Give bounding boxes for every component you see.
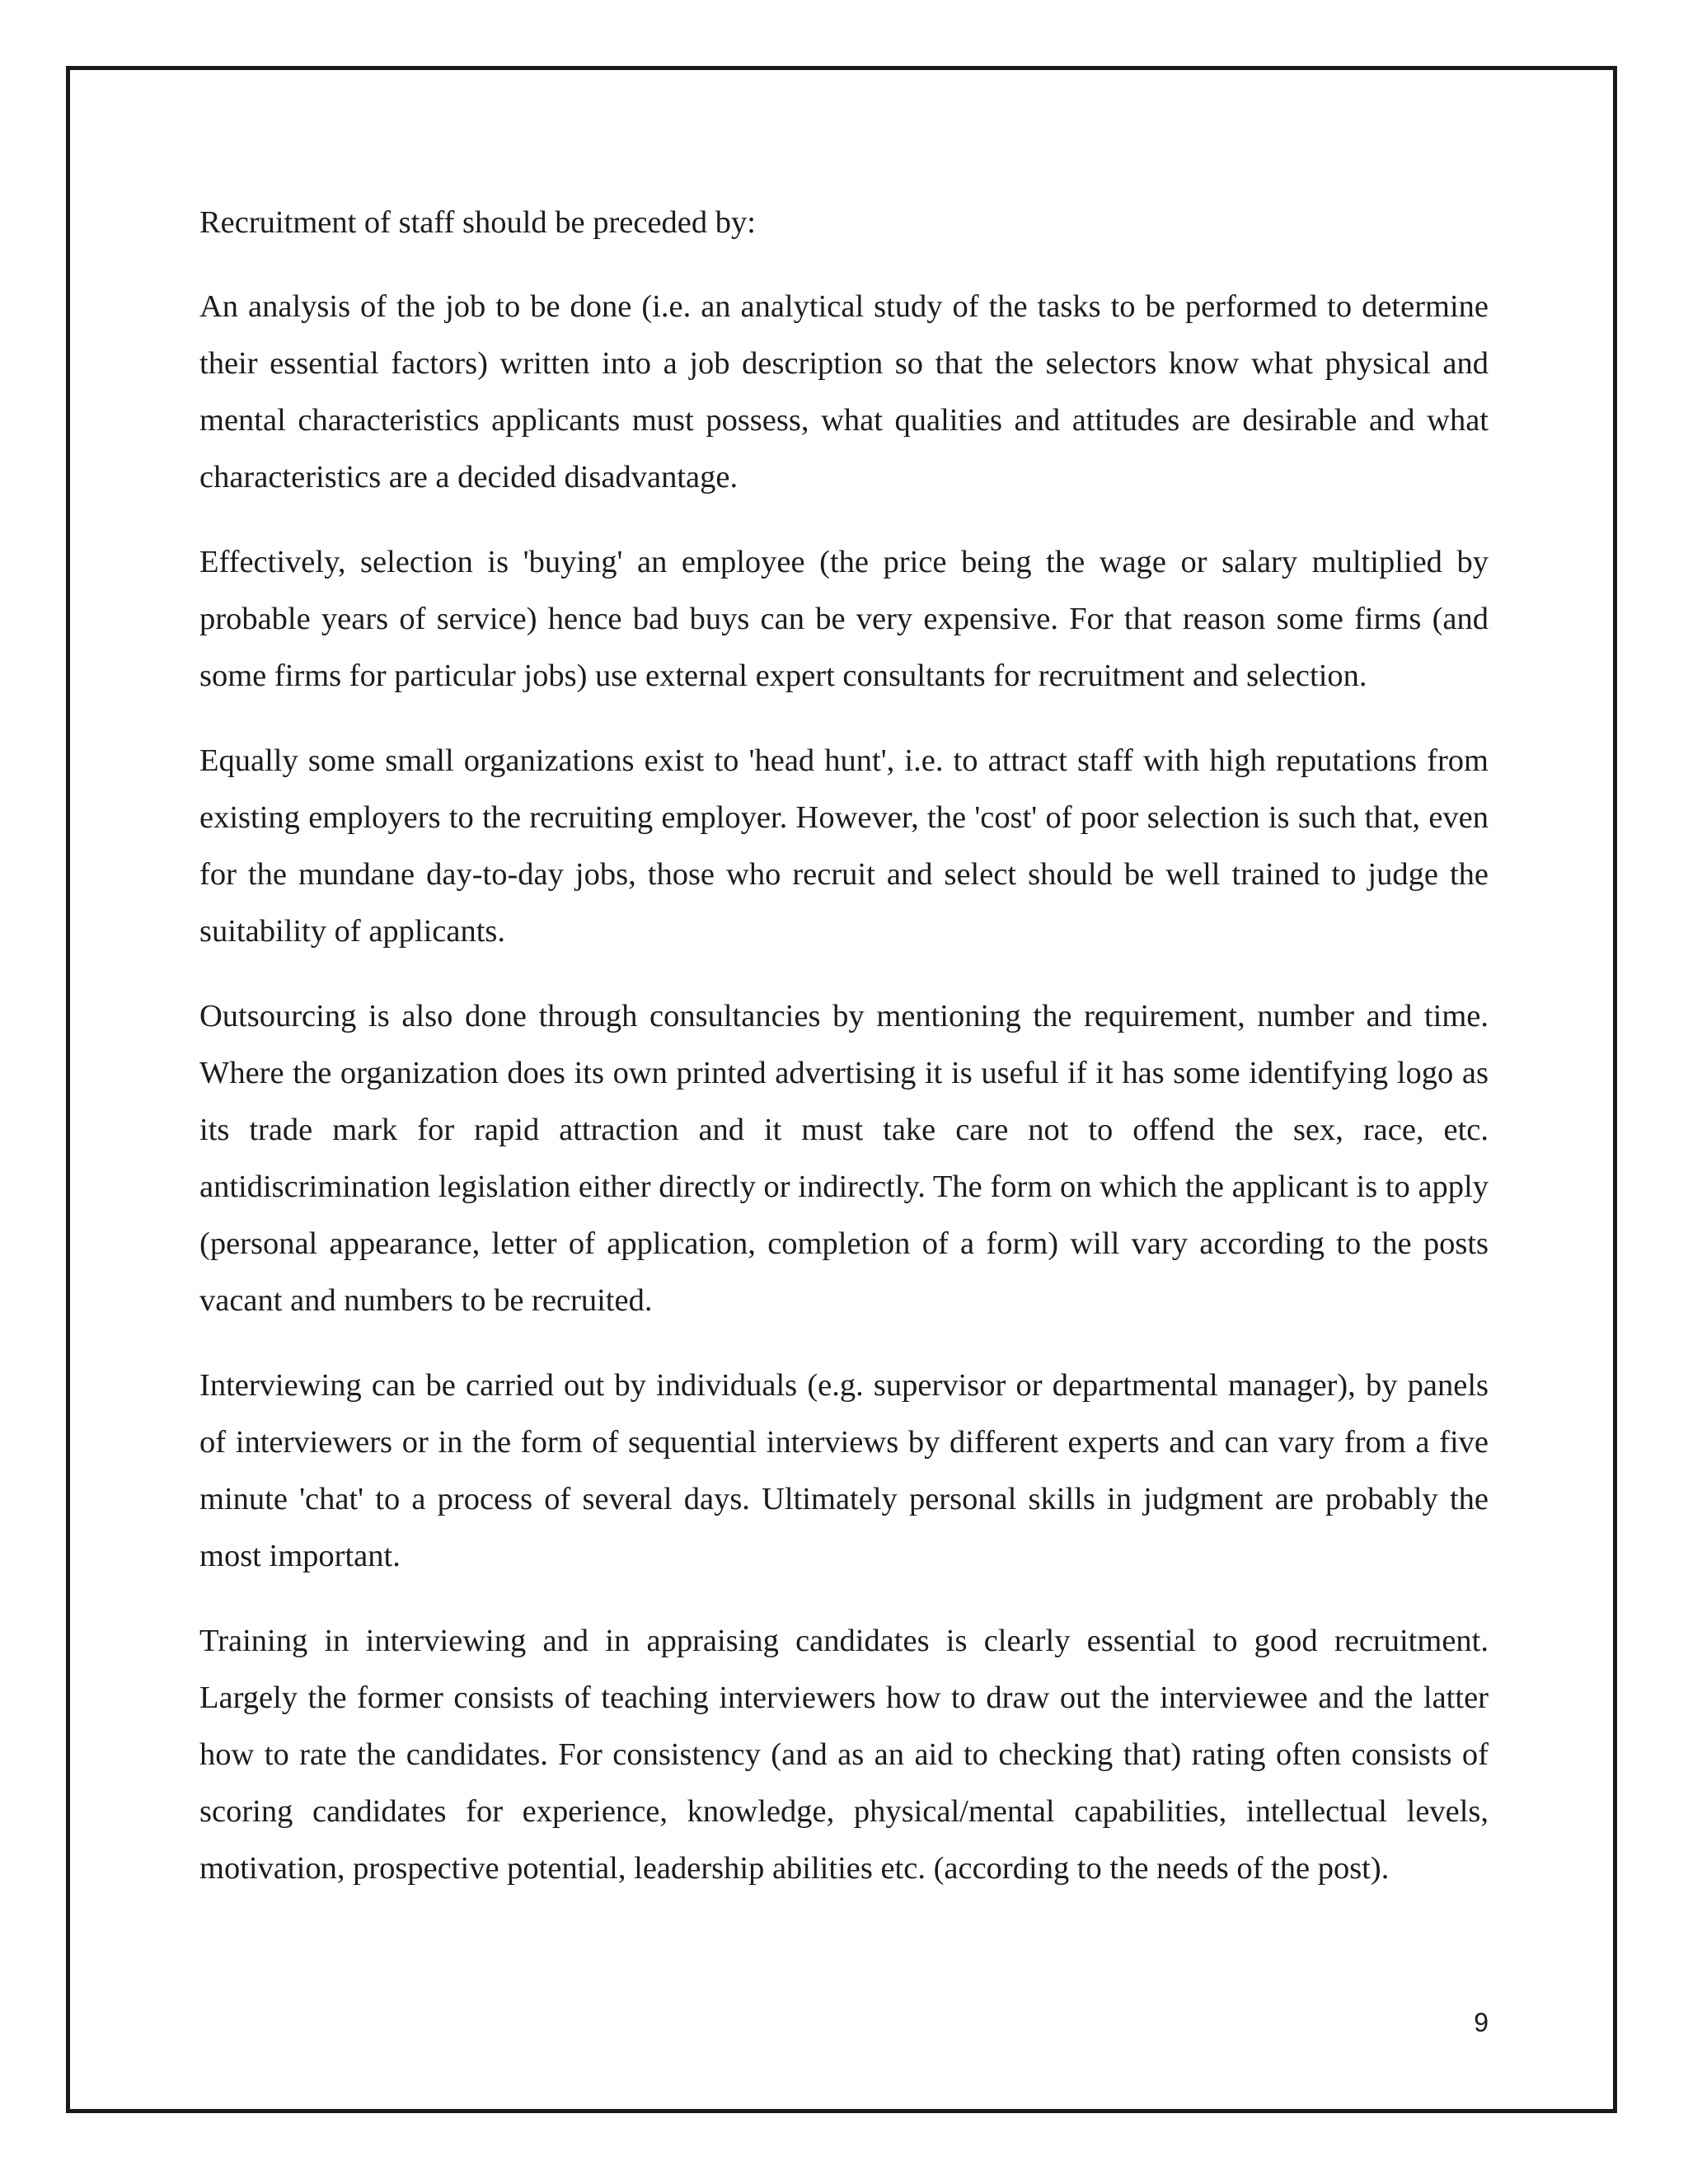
paragraph-intro: Recruitment of staff should be preceded by: (199, 205, 756, 240)
paragraph-job-analysis: An analysis of the job to be done (i.e. an analytical study of the tasks to be performed to determine their essential factors) written into a job description so that the selectors know what physical and mental characteristics applicants must possess, what qualities and attitudes are desirable and what characteristics are a decided disadvantage. (199, 289, 1489, 494)
paragraph-outsourcing: Outsourcing is also done through consultancies by mentioning the requirement, number and time. Where the organization does its own printed advertising it is useful if it has some identifying logo as its trade mark for rapid attraction and it must take care not to offend the sex, race, etc. antidiscrimination legislation either directly or indirectly. The form on which the applicant is to apply (personal appearance, letter of application, completion of a form) will vary according to the posts vacant and numbers to be recruited. (199, 999, 1489, 1318)
paragraph-interviewing: Interviewing can be carried out by individuals (e.g. supervisor or departmental manager), by panels of interviewers or in the form of sequential interviews by different experts and can vary from a five minute 'chat' to a process of several days. Ultimately personal skills in judgment are probably the most important. (199, 1368, 1489, 1573)
page-number: 9 (1474, 2008, 1489, 2037)
paragraph-training: Training in interviewing and in appraising candidates is clearly essential to good recruitment. Largely the former consists of teaching interviewers how to draw out the interviewee and the latter how to rate the candidates. For consistency (and as an aid to checking that) rating often consists of scoring candidates for experience, knowledge, physical/mental capabilities, intellectual levels, motivation, prospective potential, leadership abilities etc. (according to the needs of the post). (199, 1624, 1489, 1886)
paragraph-head-hunting: Equally some small organizations exist to 'head hunt', i.e. to attract staff with high reputations from existing employers to the recruiting employer. However, the 'cost' of poor selection is such that, even for the mundane day-to-day jobs, those who recruit and select should be well trained to judge the suitability of applicants. (199, 743, 1489, 949)
document-body (199, 194, 1489, 1925)
paragraph-selection-cost: Effectively, selection is 'buying' an employee (the price being the wage or salary multiplied by probable years of service) hence bad buys can be very expensive. For that reason some firms (and some firms for particular jobs) use external expert consultants for recruitment and selection. (199, 545, 1489, 693)
